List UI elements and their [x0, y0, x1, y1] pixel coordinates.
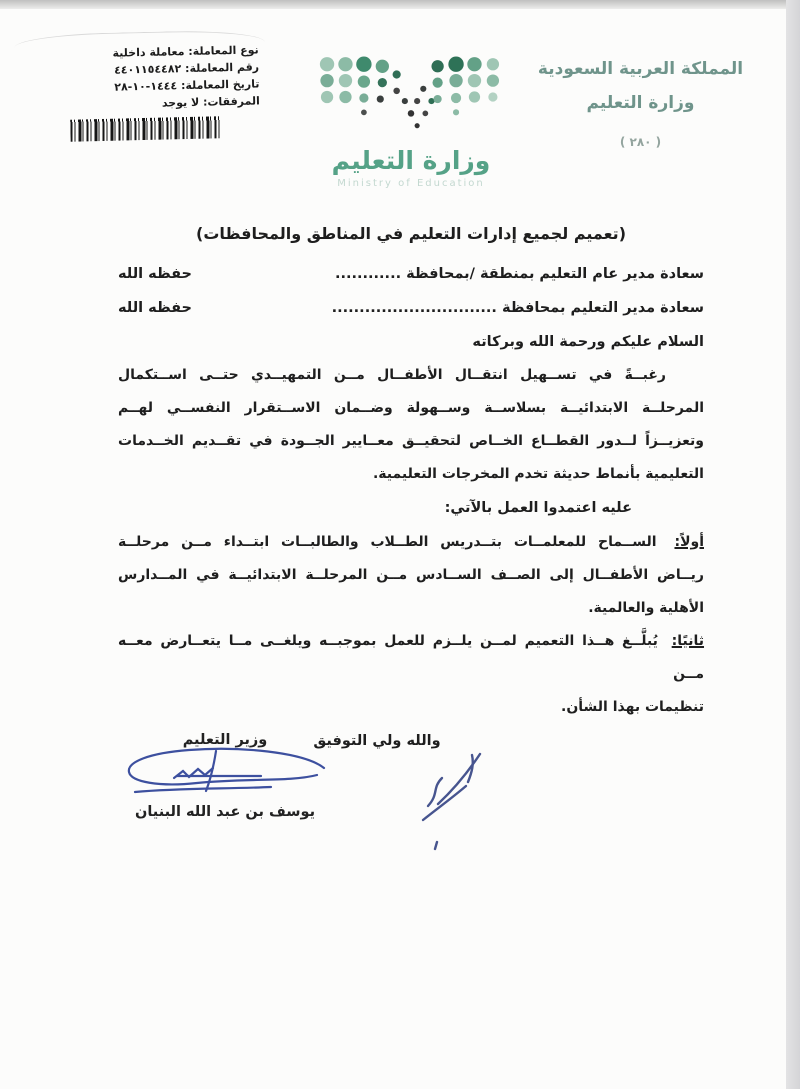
paragraph-line: المرحلــة الابتدائيــة بسلاســة وســهولة وضــمان الاســتقرار النفســي لهــم [118, 400, 704, 416]
paragraph-line: الأهلية والعالمية. [588, 600, 704, 616]
routing-sticker [29, 41, 262, 178]
ministry-name: وزارة التعليم [586, 93, 695, 113]
letter-body [118, 224, 704, 758]
letterhead [533, 58, 748, 149]
form-number: ( ٢٨٠ ) [619, 135, 662, 149]
signature-block [103, 732, 347, 820]
paragraph-line: تنظيمات بهذا الشأن. [561, 699, 704, 715]
ministry-wordmark-english: Ministry of Education [337, 178, 485, 189]
paragraph-line: رغبــةً في تســهيل انتقــال الأطفــال مــن التمهيــدي حتــى اســتكمال [118, 367, 666, 383]
minister-signature-icon [119, 744, 331, 802]
section-first-line: أولاً: الســماح للمعلمــات بتــدريس الطــلاب والطالبــات ابتــداء مــن مرحلــة [118, 534, 704, 550]
closing-phrase: والله ولي التوفيق [313, 733, 441, 749]
paragraph-line: وتعزيــزاً لــدور القطــاع الخــاص لتحقيــق معــايير الجــودة في تقــديم الخــدمات [118, 433, 704, 449]
recipient-line-1 [118, 257, 704, 291]
ministry-wordmark: وزارة التعليم [331, 146, 491, 175]
ministry-logo-dots-icon [318, 54, 504, 140]
attachments-line: المرفقات: لا يوجد [161, 94, 260, 110]
paragraph-line: ريــاض الأطفــال إلى الصــف الســادس مــن المرحلــة الابتدائيــة في المــدارس [118, 567, 704, 583]
ministry-logo [316, 54, 506, 189]
barcode [70, 116, 220, 141]
transaction-type: نوع المعاملة: معاملة داخلية [112, 43, 259, 60]
recipient-2-blessing: حفظه الله [118, 300, 192, 316]
circular-title: (تعميم لجميع إدارات التعليم في المناطق والمحافظات) [196, 224, 626, 243]
paragraph-line: التعليمية بأنماط حديثة تخدم المخرجات التعليمية. [372, 466, 704, 482]
scan-right-edge [786, 0, 800, 1089]
transaction-number: رقم المعاملة: ٤٤٠١١٥٤٤٨٢ [113, 60, 260, 77]
kingdom-name: المملكة العربية السعودية [537, 59, 744, 79]
scan-top-edge [0, 0, 800, 9]
minister-title: وزير التعليم [182, 732, 268, 748]
recipient-1-blessing: حفظه الله [118, 266, 192, 282]
recipient-2: سعادة مدير التعليم بمحافظة .............................. [331, 300, 704, 316]
handwritten-initials-icon [408, 742, 496, 857]
minister-name: يوسف بن عبد الله البنيان [134, 804, 316, 820]
section-first-line: ثانيًا: يُبلَّــغ هــذا التعميم لمــن يلــزم للعمل بموجبــه ويلغــى مــا يتعــارض معــه مــن [118, 633, 705, 682]
transaction-date: تاريخ المعاملة: ١٤٤٤-١٠-٢٨ [114, 77, 260, 94]
recipient-1: سعادة مدير عام التعليم بمنطقة /بمحافظة ............ [334, 266, 704, 282]
recipient-line-2 [118, 291, 704, 325]
salutation: السلام عليكم ورحمة الله وبركاته [472, 334, 704, 350]
directive-line: عليه اعتمدوا العمل بالآتي: [444, 500, 632, 516]
section-2-heading: ثانيًا: [671, 633, 705, 649]
section-1-heading: أولاً: [674, 534, 704, 550]
